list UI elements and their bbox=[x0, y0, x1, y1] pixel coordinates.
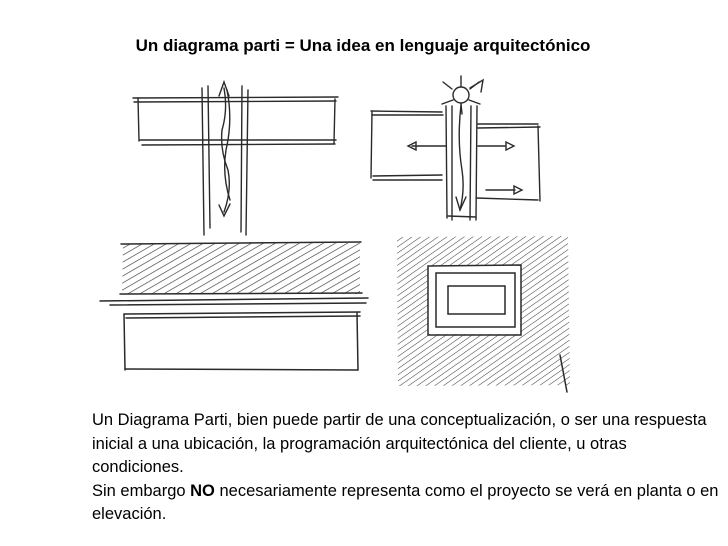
sketch-crossing-walls bbox=[133, 82, 338, 235]
sketch-band-and-block bbox=[100, 242, 368, 370]
paragraph-2-rest: necesariamente representa como el proyecto se verá en planta o en elevación. bbox=[92, 481, 719, 523]
body-paragraph-2 bbox=[92, 480, 722, 527]
slide-body bbox=[92, 409, 722, 527]
emphasis-no: NO bbox=[190, 481, 215, 500]
sketch-hatched-enclosure bbox=[396, 234, 572, 392]
sketch-sun-axis bbox=[371, 76, 540, 220]
paragraph-2-lead: Sin embargo bbox=[92, 481, 191, 500]
body-paragraph-1: Un Diagrama Parti, bien puede partir de una conceptualización, o ser una respuesta inicial a una ubicación, la programación arquitectónica del cliente, u otras condiciones. bbox=[92, 411, 707, 476]
slide-title-text: Un diagrama parti = Una idea en lenguaje arquitectónico bbox=[135, 36, 591, 55]
